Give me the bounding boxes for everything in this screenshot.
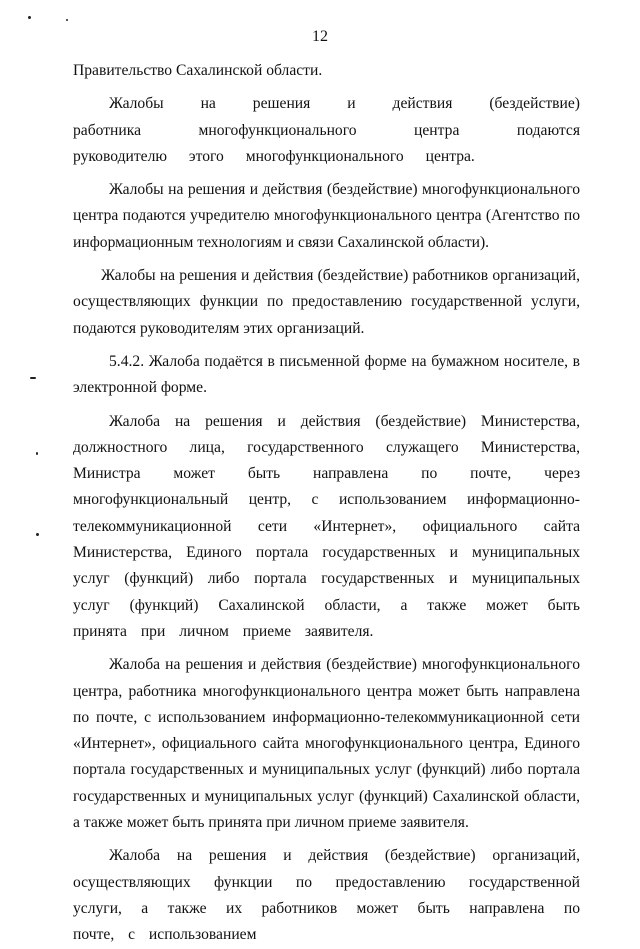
scan-speck	[30, 377, 36, 379]
paragraph-complaint-mfc-employee: Жалобы на решения и действия (бездействие) работника многофункционального центра подаются руководителю этого многофункционального центра.	[73, 95, 580, 165]
document-body	[73, 58, 580, 949]
scan-speck	[36, 533, 39, 536]
paragraph-5-4-2: 5.4.2. Жалоба подаётся в письменной форме на бумажном носителе, в электронной форме.	[73, 352, 580, 397]
paragraph-complaint-mfc-channels: Жалоба на решения и действия (бездействие) многофункционального центра, работника многофункционального центра может быть направлена по почте, с использованием информационно-телекоммуникационной сети «Интернет», официального сайта многофункционального центра, Единого портала государственных и муниципальных услуг (функций) либо портала государственных и муниципальных услуг (функций) Сахалинской области, а также может быть принята при личном приеме заявителя.	[73, 656, 580, 832]
paragraph-complaint-organizations-channels: Жалоба на решения и действия (бездействие) организаций, осуществляющих функции по предоставлению государственной услуги, а также их работников может быть направлена по почте, с использованием	[73, 847, 580, 944]
scan-speck	[66, 19, 68, 21]
page-number: 12	[312, 28, 328, 45]
paragraph-complaint-organizations: Жалобы на решения и действия (бездействие) работников организаций, осуществляющих функции по предоставлению государственной услуги, подаются руководителям этих организаций.	[73, 267, 580, 337]
paragraph-complaint-ministry: Жалоба на решения и действия (бездействие) Министерства, должностного лица, государственного служащего Министерства, Министра может быть направлена по почте, через многофункциональный центр, с использованием информационно-телекоммуникационной сети «Интернет», официального сайта Министерства, Единого портала государственных и муниципальных услуг (функций) либо портала государственных и муниципальных услуг (функций) Сахалинской области, а также может быть принята при личном приеме заявителя.	[73, 412, 580, 640]
paragraph-continuation: Правительство Сахалинской области.	[73, 62, 323, 79]
paragraph-complaint-mfc: Жалобы на решения и действия (бездействие) многофункционального центра подаются учредителю многофункционального центра (Агентство по информационным технологиям и связи Сахалинской области).	[73, 181, 580, 251]
scan-speck	[28, 16, 31, 19]
scan-speck	[36, 452, 38, 455]
